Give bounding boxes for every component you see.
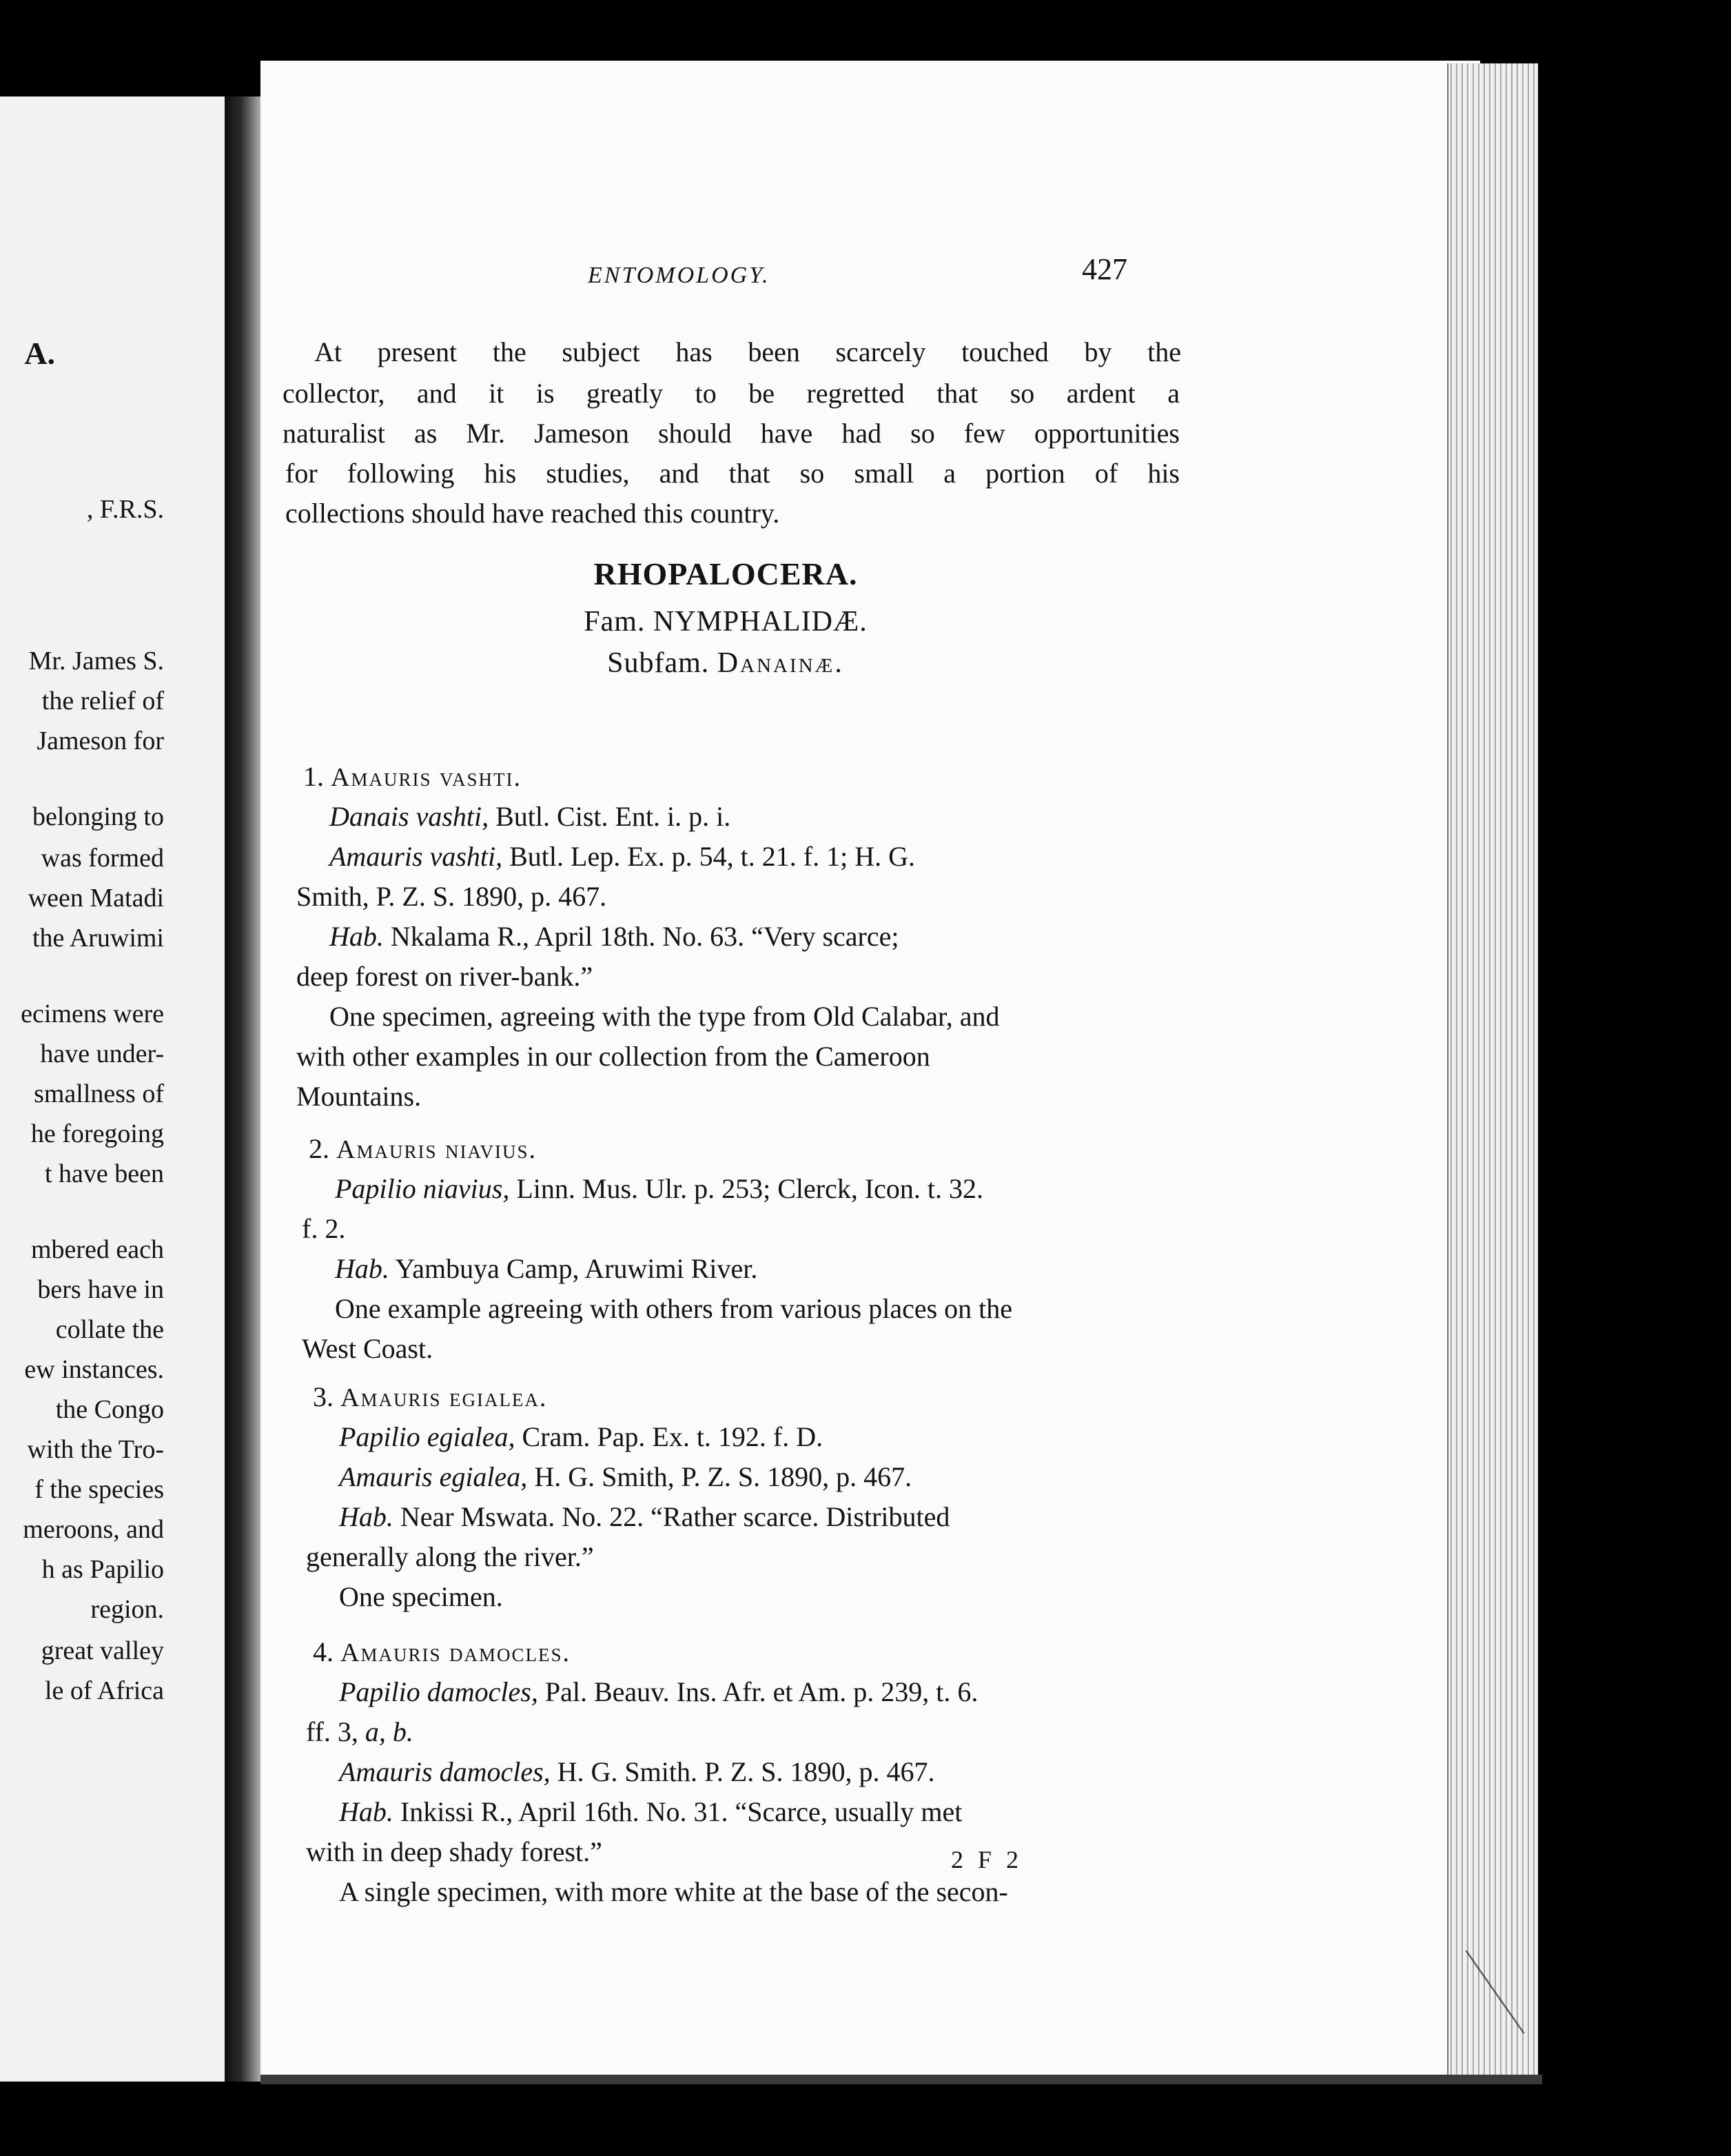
subfamily-prefix: Subfam. <box>607 647 710 679</box>
species-number: 1. <box>303 761 331 792</box>
taxon-italic: Amauris vashti, <box>329 841 503 872</box>
taxon-italic: Papilio damocles, <box>339 1676 538 1707</box>
taxon-italic: Danais vashti, <box>329 801 489 832</box>
left-page-fragment: great valley <box>41 1636 164 1665</box>
left-page-fragment: meroons, and <box>23 1515 164 1544</box>
taxon-italic: Amauris egialea, <box>339 1461 528 1492</box>
line-text: generally along the river.” <box>306 1541 594 1572</box>
left-page-fragment: with the Tro- <box>27 1435 164 1464</box>
left-page-fragment: the relief of <box>41 687 164 715</box>
synonymy-line <box>296 1081 421 1112</box>
subfamily-heading <box>260 647 1191 680</box>
line-text: H. G. Smith. P. Z. S. 1890, p. 467. <box>550 1756 935 1787</box>
habitat-line <box>329 921 899 953</box>
taxon-italic: Hab. <box>339 1796 393 1827</box>
family-heading: Fam. NYMPHALIDÆ. <box>584 606 868 638</box>
book-gutter <box>225 96 266 2082</box>
intro-line: naturalist as Mr. Jameson should have had so few opportunities <box>283 418 1180 449</box>
synonymy-line <box>296 961 593 993</box>
synonymy-line <box>329 801 730 833</box>
intro-line: for following his studies, and that so small a portion of his <box>285 458 1180 489</box>
synonymy-line <box>339 1876 1008 1908</box>
left-page-fragment: he foregoing <box>30 1119 164 1148</box>
left-page-fragment: was formed <box>41 844 164 873</box>
left-page-fragment: ew instances. <box>24 1355 164 1384</box>
line-text: ff. 3, <box>306 1716 365 1747</box>
synonymy-line <box>339 1676 978 1708</box>
synonymy-line <box>306 1836 602 1868</box>
species-name: Amauris vashti. <box>331 763 522 792</box>
synonymy-line <box>339 1756 935 1788</box>
line-text: Cram. Pap. Ex. t. 192. f. D. <box>515 1421 823 1452</box>
figure-italic: a, b. <box>365 1716 413 1747</box>
left-page-fragment: Mr. James S. <box>28 647 164 675</box>
line-text: Linn. Mus. Ulr. p. 253; Clerck, Icon. t. 32. <box>509 1173 984 1204</box>
line-text: f. 2. <box>302 1213 346 1244</box>
species-name: Amauris niavius. <box>336 1135 537 1164</box>
left-page-fragment: belonging to <box>32 802 164 831</box>
line-text: Near Mswata. No. 22. “Rather scarce. Distributed <box>393 1501 950 1532</box>
line-text: One example agreeing with others from various places on the <box>335 1293 1013 1324</box>
synonymy-line <box>296 881 606 913</box>
species-name: Amauris damocles. <box>340 1638 571 1667</box>
left-page-fragment: h as Papilio <box>41 1555 164 1584</box>
taxon-italic: Hab. <box>329 921 384 952</box>
left-page-fragment: ween Matadi <box>28 884 164 913</box>
species-name: Amauris egialea. <box>340 1383 548 1412</box>
line-text: Nkalama R., April 18th. No. 63. “Very scarce; <box>383 921 899 952</box>
page-bottom-shadow <box>260 2075 1542 2084</box>
line-text: H. G. Smith, P. Z. S. 1890, p. 467. <box>527 1461 912 1492</box>
synonymy-line <box>302 1213 345 1245</box>
synonymy-line <box>296 1041 930 1072</box>
left-page-fragment: have under- <box>40 1039 164 1068</box>
right-page <box>260 61 1480 2080</box>
line-text: West Coast. <box>302 1333 433 1364</box>
line-text: Yambuya Camp, Aruwimi River. <box>389 1253 758 1284</box>
taxon-italic: Hab. <box>335 1253 389 1284</box>
species-number: 3. <box>313 1381 340 1412</box>
intro-line: collections should have reached this country. <box>285 498 780 529</box>
habitat-line <box>339 1796 962 1828</box>
section-title: RHOPALOCERA. <box>593 556 858 591</box>
line-text: One specimen, agreeing with the type from Old Calabar, and <box>329 1001 1000 1032</box>
synonymy-line <box>335 1173 983 1205</box>
left-page-fragment: the Congo <box>55 1395 164 1424</box>
synonymy-line <box>339 1461 912 1493</box>
running-title: ENTOMOLOGY. <box>588 263 770 288</box>
species-heading <box>303 761 522 793</box>
synonymy-line <box>329 841 915 873</box>
intro-line: At present the subject has been scarcely touched by the <box>314 336 1181 367</box>
page-edges <box>1447 63 1538 2076</box>
signature-mark: 2 F 2 <box>951 1846 1023 1873</box>
line-text: A single specimen, with more white at the base of the secon- <box>339 1876 1008 1907</box>
synonymy-line <box>335 1293 1012 1325</box>
synonymy-line <box>306 1541 594 1573</box>
species-heading <box>313 1381 547 1414</box>
line-text: Inkissi R., April 16th. No. 31. “Scarce, usually met <box>393 1796 963 1827</box>
line-text: with other examples in our collection from the Cameroon <box>296 1041 930 1072</box>
left-page-fragment: le of Africa <box>44 1676 164 1705</box>
left-page-fragment: mbered each <box>30 1235 164 1264</box>
left-page-fragment: A. <box>24 336 55 371</box>
synonymy-line <box>339 1421 823 1453</box>
line-text: Butl. Lep. Ex. p. 54, t. 21. f. 1; H. G. <box>502 841 915 872</box>
synonymy-line <box>302 1333 433 1365</box>
line-text: deep forest on river-bank.” <box>296 961 593 992</box>
taxon-italic: Hab. <box>339 1501 393 1532</box>
left-page <box>0 96 232 2082</box>
synonymy-line <box>306 1716 413 1748</box>
left-page-fragment: the Aruwimi <box>32 924 164 953</box>
left-page-fragment: f the species <box>34 1475 164 1504</box>
left-page-fragment: bers have in <box>37 1275 164 1304</box>
left-page-fragment: region. <box>90 1595 164 1624</box>
line-text: Smith, P. Z. S. 1890, p. 467. <box>296 881 607 912</box>
synonymy-line <box>329 1001 1000 1033</box>
line-text: Mountains. <box>296 1081 422 1112</box>
line-text: Butl. Cist. Ent. i. p. i. <box>489 801 731 832</box>
species-number: 2. <box>309 1133 336 1164</box>
page-number: 427 <box>1082 252 1127 286</box>
left-page-fragment: , F.R.S. <box>86 495 164 524</box>
left-page-fragment: ecimens were <box>21 999 164 1028</box>
line-text: One specimen. <box>339 1581 503 1612</box>
intro-line: collector, and it is greatly to be regretted that so ardent a <box>283 378 1180 409</box>
species-heading <box>313 1636 571 1669</box>
synonymy-line <box>339 1581 503 1613</box>
taxon-italic: Papilio egialea, <box>339 1421 515 1452</box>
subfamily-name: Danainæ. <box>717 647 844 679</box>
left-page-fragment: smallness of <box>34 1079 164 1108</box>
taxon-italic: Amauris damocles, <box>339 1756 551 1787</box>
left-page-fragment: Jameson for <box>37 726 164 755</box>
line-text: Pal. Beauv. Ins. Afr. et Am. p. 239, t. 6. <box>537 1676 979 1707</box>
taxon-italic: Papilio niavius, <box>335 1173 510 1204</box>
habitat-line <box>339 1501 950 1533</box>
left-page-fragment: collate the <box>55 1315 164 1344</box>
left-page-fragment: t have been <box>44 1159 164 1188</box>
habitat-line <box>335 1253 757 1285</box>
species-number: 4. <box>313 1636 340 1667</box>
line-text: with in deep shady forest.” <box>306 1836 602 1867</box>
species-heading <box>309 1133 537 1166</box>
